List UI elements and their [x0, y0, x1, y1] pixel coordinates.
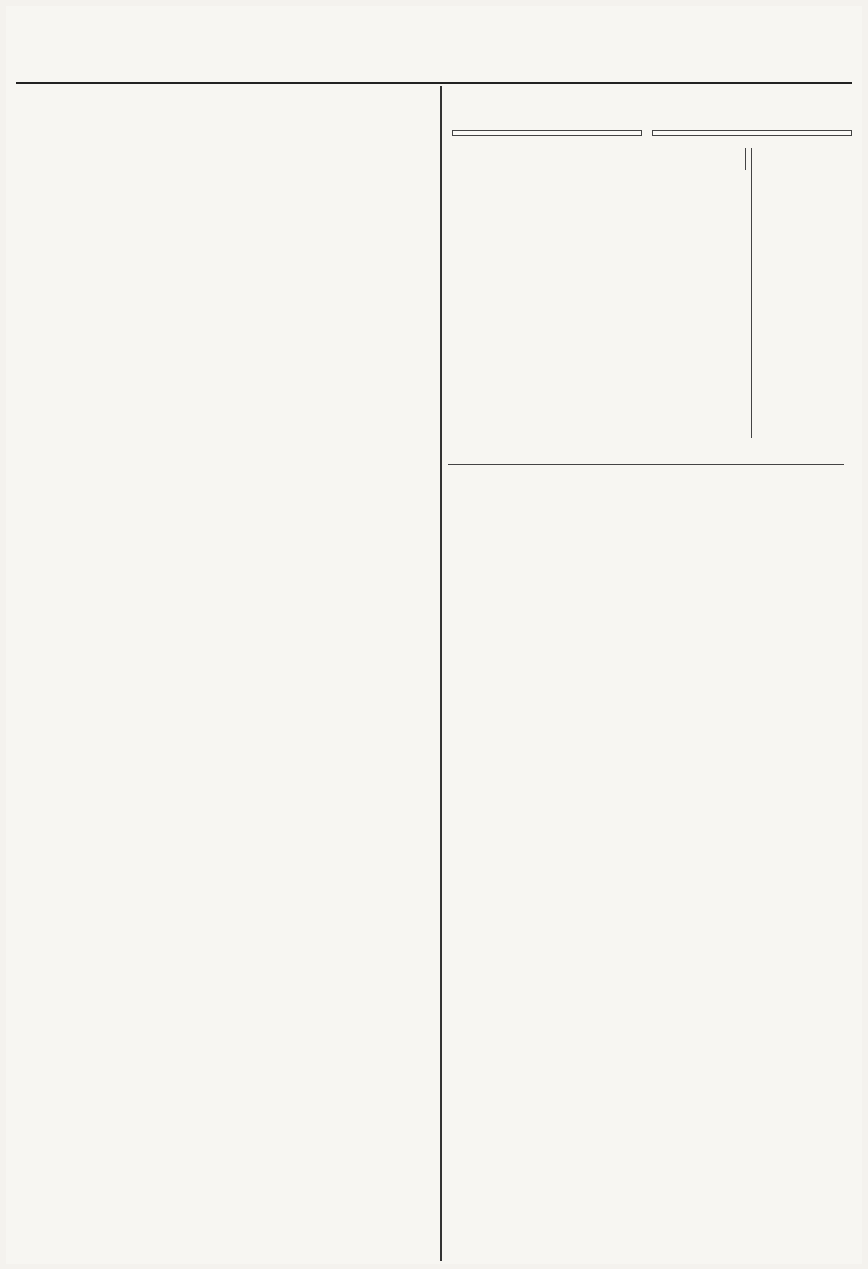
document-page [6, 6, 862, 1264]
diagram-connector [745, 148, 746, 170]
book-types-diagram [440, 100, 852, 620]
diagram-connector [448, 464, 844, 465]
diagram-header-acceptance [452, 130, 642, 136]
left-column [14, 90, 434, 100]
page-header [16, 48, 852, 84]
right-column [440, 90, 852, 620]
diagram-header-arrangement [652, 130, 852, 136]
diagram-connector [751, 148, 752, 438]
